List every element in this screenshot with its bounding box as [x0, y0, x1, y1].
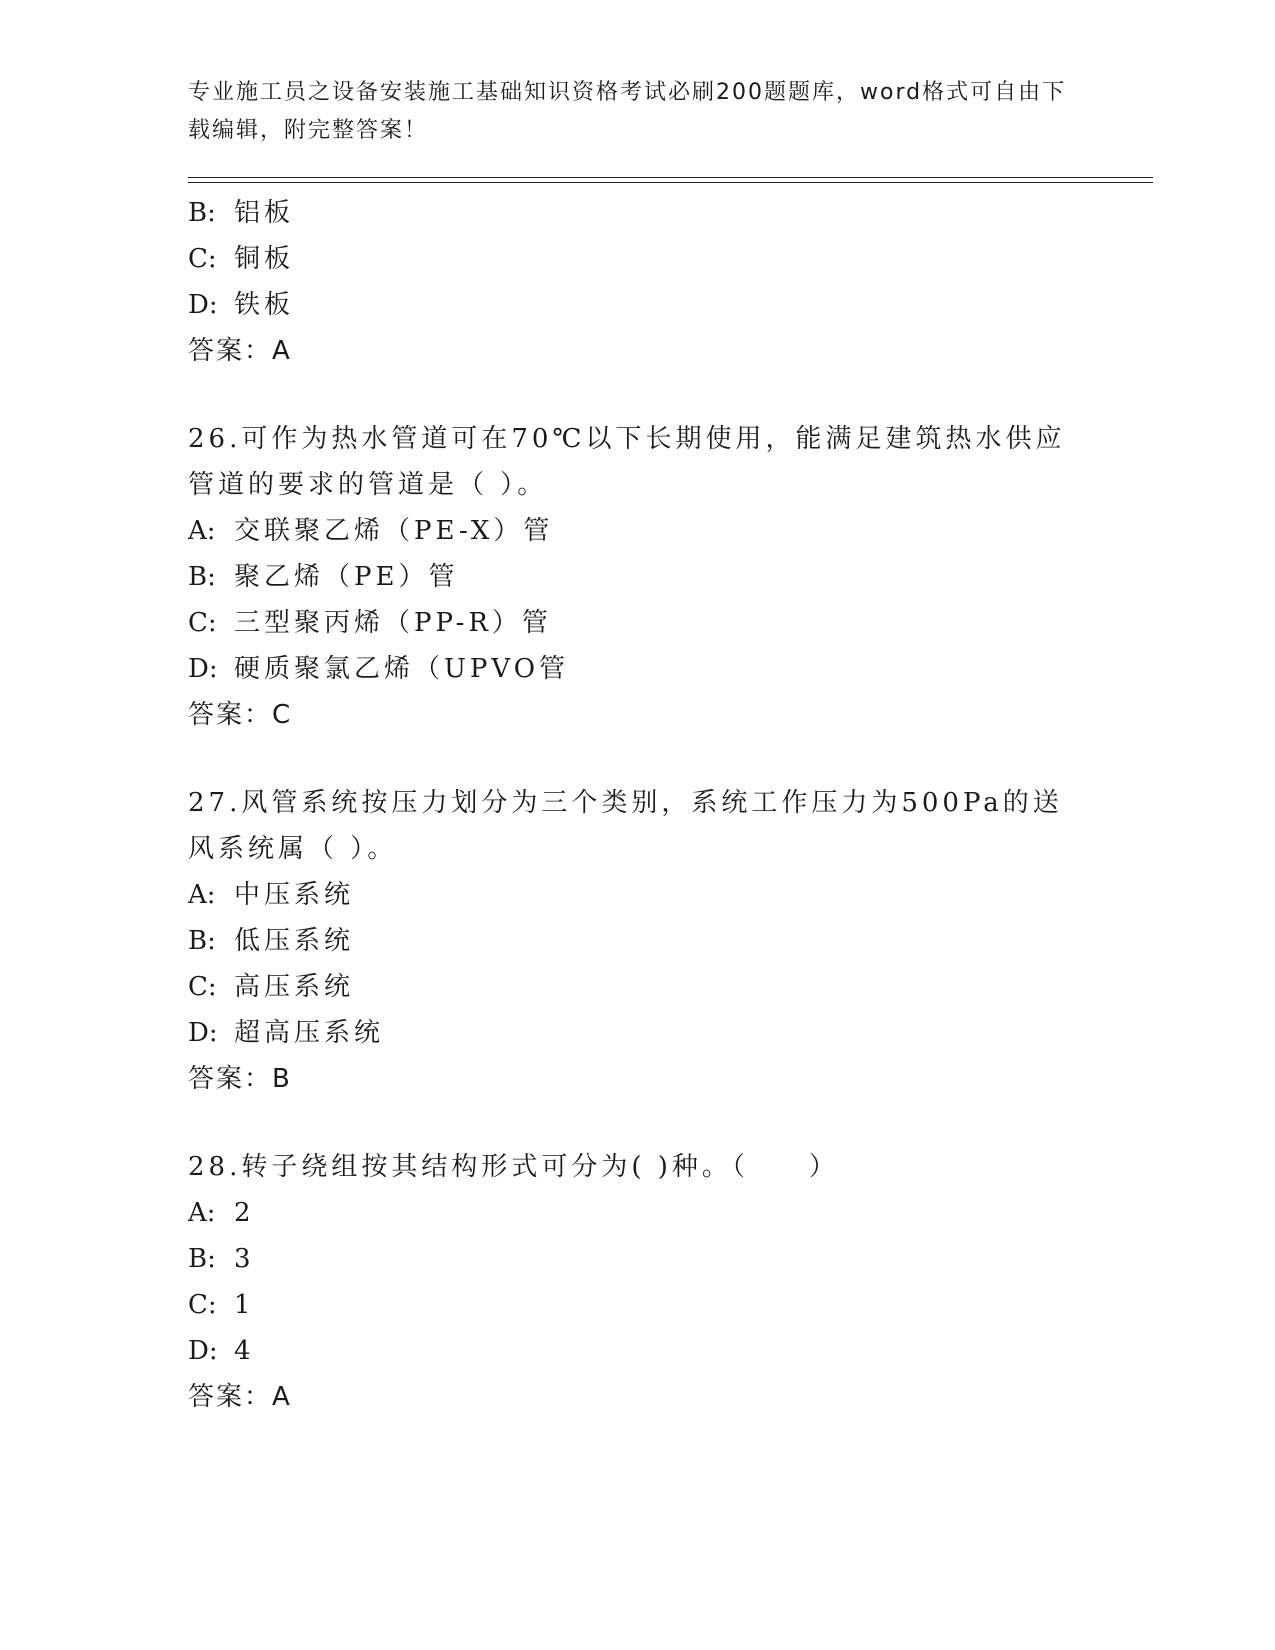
option-text: 聚乙烯（PE）管	[234, 562, 459, 592]
spacer	[188, 374, 1088, 416]
question-text: 28.转子绕组按其结构形式可分为( )种。（ ）	[188, 1152, 839, 1182]
question-list	[188, 190, 1088, 1420]
header-rule-top	[188, 177, 1153, 178]
spacer	[188, 1102, 1088, 1144]
option-key: C:	[188, 608, 217, 638]
option-key: A:	[188, 516, 216, 546]
option-key: B:	[188, 926, 216, 956]
option-d	[188, 1328, 1088, 1374]
option-b	[188, 1236, 1088, 1282]
document-title: 专业施工员之设备安装施工基础知识资格考试必刷200题题库，word格式可自由下载编辑，附完整答案！	[188, 80, 1067, 143]
option-text: 1	[234, 1290, 255, 1320]
question-block-27	[188, 780, 1088, 1102]
option-text: 铝板	[234, 198, 295, 228]
option-text: 中压系统	[234, 880, 355, 910]
option-key: D:	[188, 290, 218, 320]
header-rule-bottom	[188, 182, 1153, 183]
option-d	[188, 282, 1088, 328]
option-d	[188, 1010, 1088, 1056]
option-b	[188, 918, 1088, 964]
question-block-continued	[188, 190, 1088, 374]
option-text: 三型聚丙烯（PP-R）管	[234, 608, 552, 638]
option-key: D:	[188, 1336, 218, 1366]
option-key: A:	[188, 880, 216, 910]
question-text: 26.可作为热水管道可在70℃以下长期使用，能满足建筑热水供应管道的要求的管道是（ ）。	[188, 424, 1066, 500]
option-key: A:	[188, 1198, 216, 1228]
option-a	[188, 872, 1088, 918]
option-text: 2	[234, 1198, 255, 1228]
option-a	[188, 1190, 1088, 1236]
answer-line: 答案：B	[188, 1064, 292, 1094]
option-text: 低压系统	[234, 926, 355, 956]
option-key: B:	[188, 1244, 216, 1274]
option-c	[188, 1282, 1088, 1328]
option-key: B:	[188, 562, 216, 592]
option-text: 交联聚乙烯（PE-X）管	[234, 516, 554, 546]
question-text: 27.风管系统按压力划分为三个类别，系统工作压力为500Pa的送风系统属（ ）。	[188, 788, 1063, 864]
option-key: C:	[188, 972, 217, 1002]
option-c	[188, 964, 1088, 1010]
option-key: C:	[188, 244, 217, 274]
option-text: 铜板	[234, 244, 295, 274]
option-c	[188, 600, 1088, 646]
option-text: 超高压系统	[234, 1018, 385, 1048]
answer-line: 答案：A	[188, 336, 292, 366]
option-b	[188, 190, 1088, 236]
question-block-28	[188, 1144, 1088, 1420]
option-d	[188, 646, 1088, 692]
option-key: C:	[188, 1290, 217, 1320]
option-text: 硬质聚氯乙烯（UPVO管	[234, 654, 570, 684]
spacer	[188, 738, 1088, 780]
option-key: D:	[188, 1018, 218, 1048]
option-key: D:	[188, 654, 218, 684]
option-text: 4	[234, 1336, 255, 1366]
option-a	[188, 508, 1088, 554]
option-text: 铁板	[234, 290, 295, 320]
answer-line: 答案：A	[188, 1382, 292, 1412]
option-text: 高压系统	[234, 972, 355, 1002]
option-c	[188, 236, 1088, 282]
question-block-26	[188, 416, 1088, 738]
option-b	[188, 554, 1088, 600]
answer-line: 答案：C	[188, 700, 293, 730]
option-key: B:	[188, 198, 216, 228]
option-text: 3	[234, 1244, 255, 1274]
